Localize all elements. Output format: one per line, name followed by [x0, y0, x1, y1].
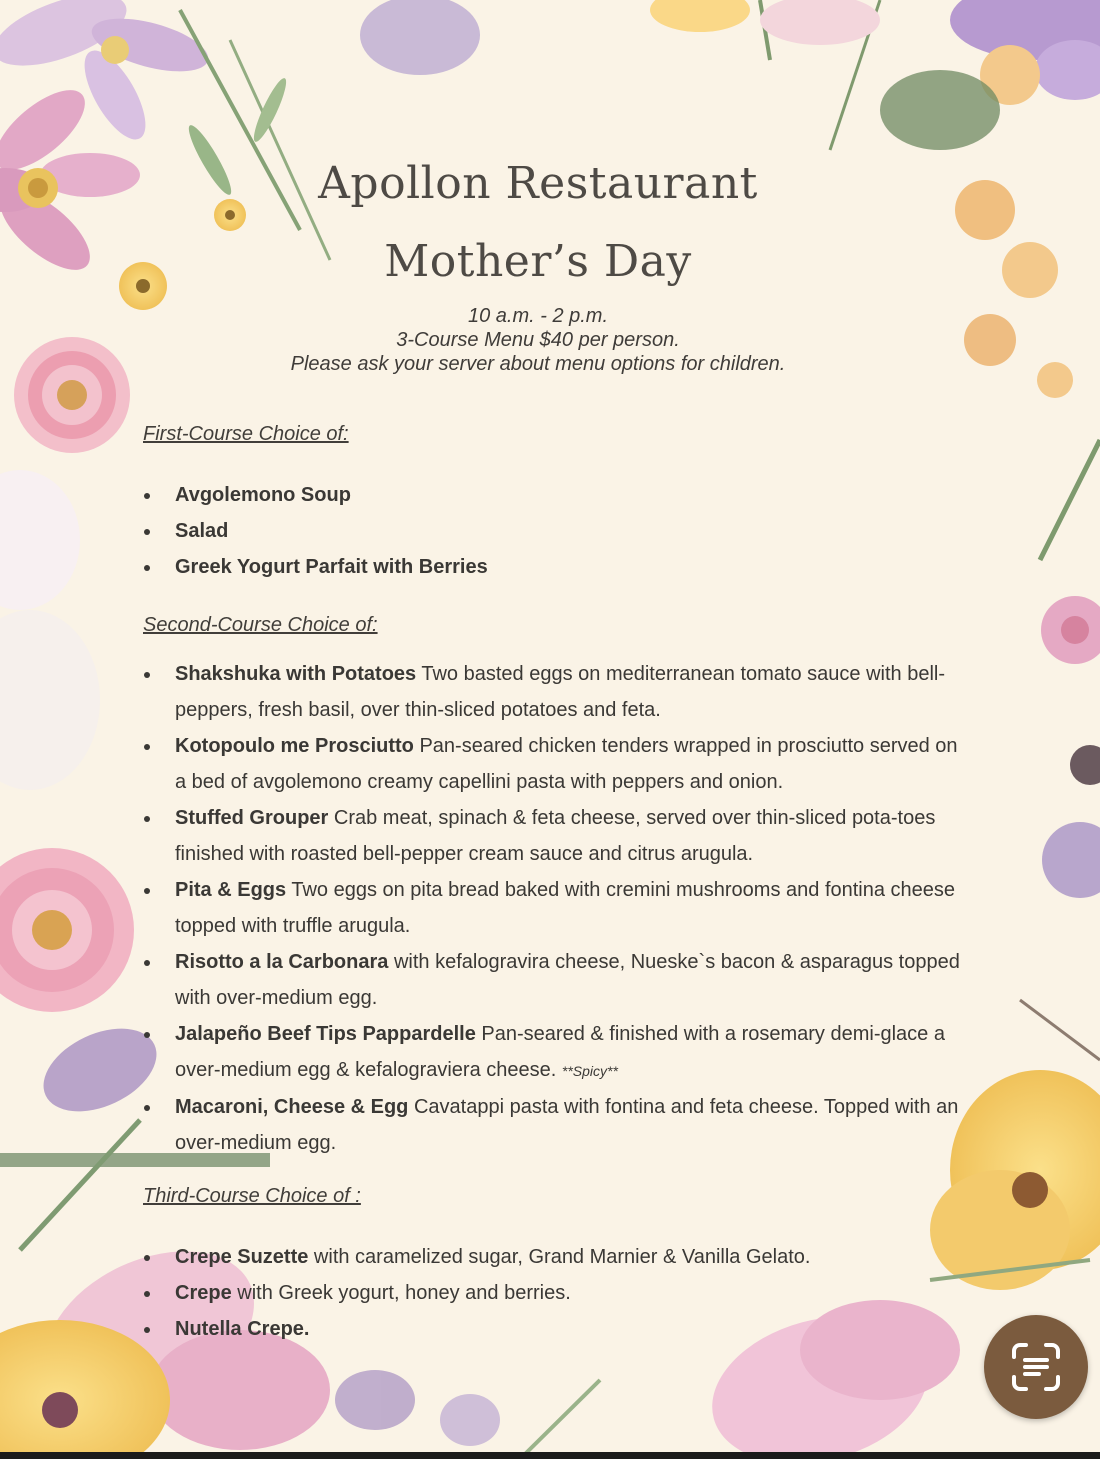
dish-name: Nutella Crepe. [175, 1318, 310, 1340]
list-item [144, 872, 974, 944]
menu-intro [0, 304, 1100, 376]
dish-description: Two eggs on pita bread baked with cremini mushrooms and fontina cheese topped with truffle arugula. [175, 879, 956, 937]
dish-name: Avgolemono Soup [175, 484, 351, 506]
list-item [144, 728, 974, 800]
list-item [144, 1311, 974, 1347]
occasion-title: Mother’s Day [384, 236, 692, 287]
list-item [144, 477, 974, 513]
list-item [144, 1089, 974, 1161]
text-scan-button[interactable] [984, 1315, 1088, 1419]
second-course-list [144, 656, 974, 1161]
dish-name: Jalapeño Beef Tips Pappardelle [175, 1023, 476, 1045]
menu-price: 3-Course Menu $40 per person. [396, 329, 680, 351]
dish-name: Greek Yogurt Parfait with Berries [175, 556, 488, 578]
dish-name: Crepe [175, 1282, 232, 1304]
dish-name: Salad [175, 520, 229, 542]
dish-name: Shakshuka with Potatoes [175, 663, 417, 685]
restaurant-title: Apollon Restaurant [318, 158, 758, 209]
dish-description: with kefalogravira cheese, Nueske`s bacon & asparagus topped with over-medium egg. [175, 951, 960, 1009]
dish-description: with caramelized sugar, Grand Marnier & Vanilla Gelato. [308, 1246, 811, 1268]
bottom-edge-bar [0, 1452, 1100, 1459]
dish-name: Macaroni, Cheese & Egg [175, 1096, 409, 1118]
children-note: Please ask your server about menu options for children. [290, 353, 786, 375]
third-course-list [144, 1239, 974, 1347]
dish-name: Pita & Eggs [175, 879, 287, 901]
dish-name: Risotto a la Carbonara [175, 951, 389, 973]
list-item [144, 800, 974, 872]
list-item [144, 1239, 974, 1275]
dish-description: Pan-seared & finished with a rosemary demi-glace a over-medium egg & kefalograviera cheese. [175, 1023, 945, 1081]
dish-description: Crab meat, spinach & feta cheese, served over thin-sliced pota-toes finished with roasted bell-pepper cream sauce and citrus arugula. [175, 807, 936, 865]
list-item [144, 944, 974, 1016]
first-course-list [144, 477, 974, 585]
list-item [144, 1016, 974, 1089]
dish-description: Two basted eggs on mediterranean tomato sauce with bell-peppers, fresh basil, over thin-sliced potatoes and feta. [175, 663, 945, 721]
text-scan-icon [1010, 1341, 1062, 1393]
first-course-heading: First-Course Choice of: [143, 423, 349, 445]
dish-description: Pan-seared chicken tenders wrapped in prosciutto served on a bed of avgolemono creamy capellini pasta with peppers and onion. [175, 735, 958, 793]
spicy-note: **Spicy** [561, 1063, 618, 1079]
service-hours: 10 a.m. - 2 p.m. [467, 305, 609, 327]
second-course-heading: Second-Course Choice of: [143, 614, 378, 636]
dish-name: Stuffed Grouper [175, 807, 329, 829]
list-item [144, 656, 974, 728]
dish-name: Kotopoulo me Prosciutto [175, 735, 414, 757]
list-item [144, 549, 974, 585]
dish-description: with Greek yogurt, honey and berries. [231, 1282, 571, 1304]
third-course-heading: Third-Course Choice of : [143, 1185, 361, 1207]
dish-description: Cavatappi pasta with fontina and feta cheese. Topped with an over-medium egg. [175, 1096, 959, 1154]
list-item [144, 1275, 974, 1311]
list-item [144, 513, 974, 549]
dish-name: Crepe Suzette [175, 1246, 309, 1268]
